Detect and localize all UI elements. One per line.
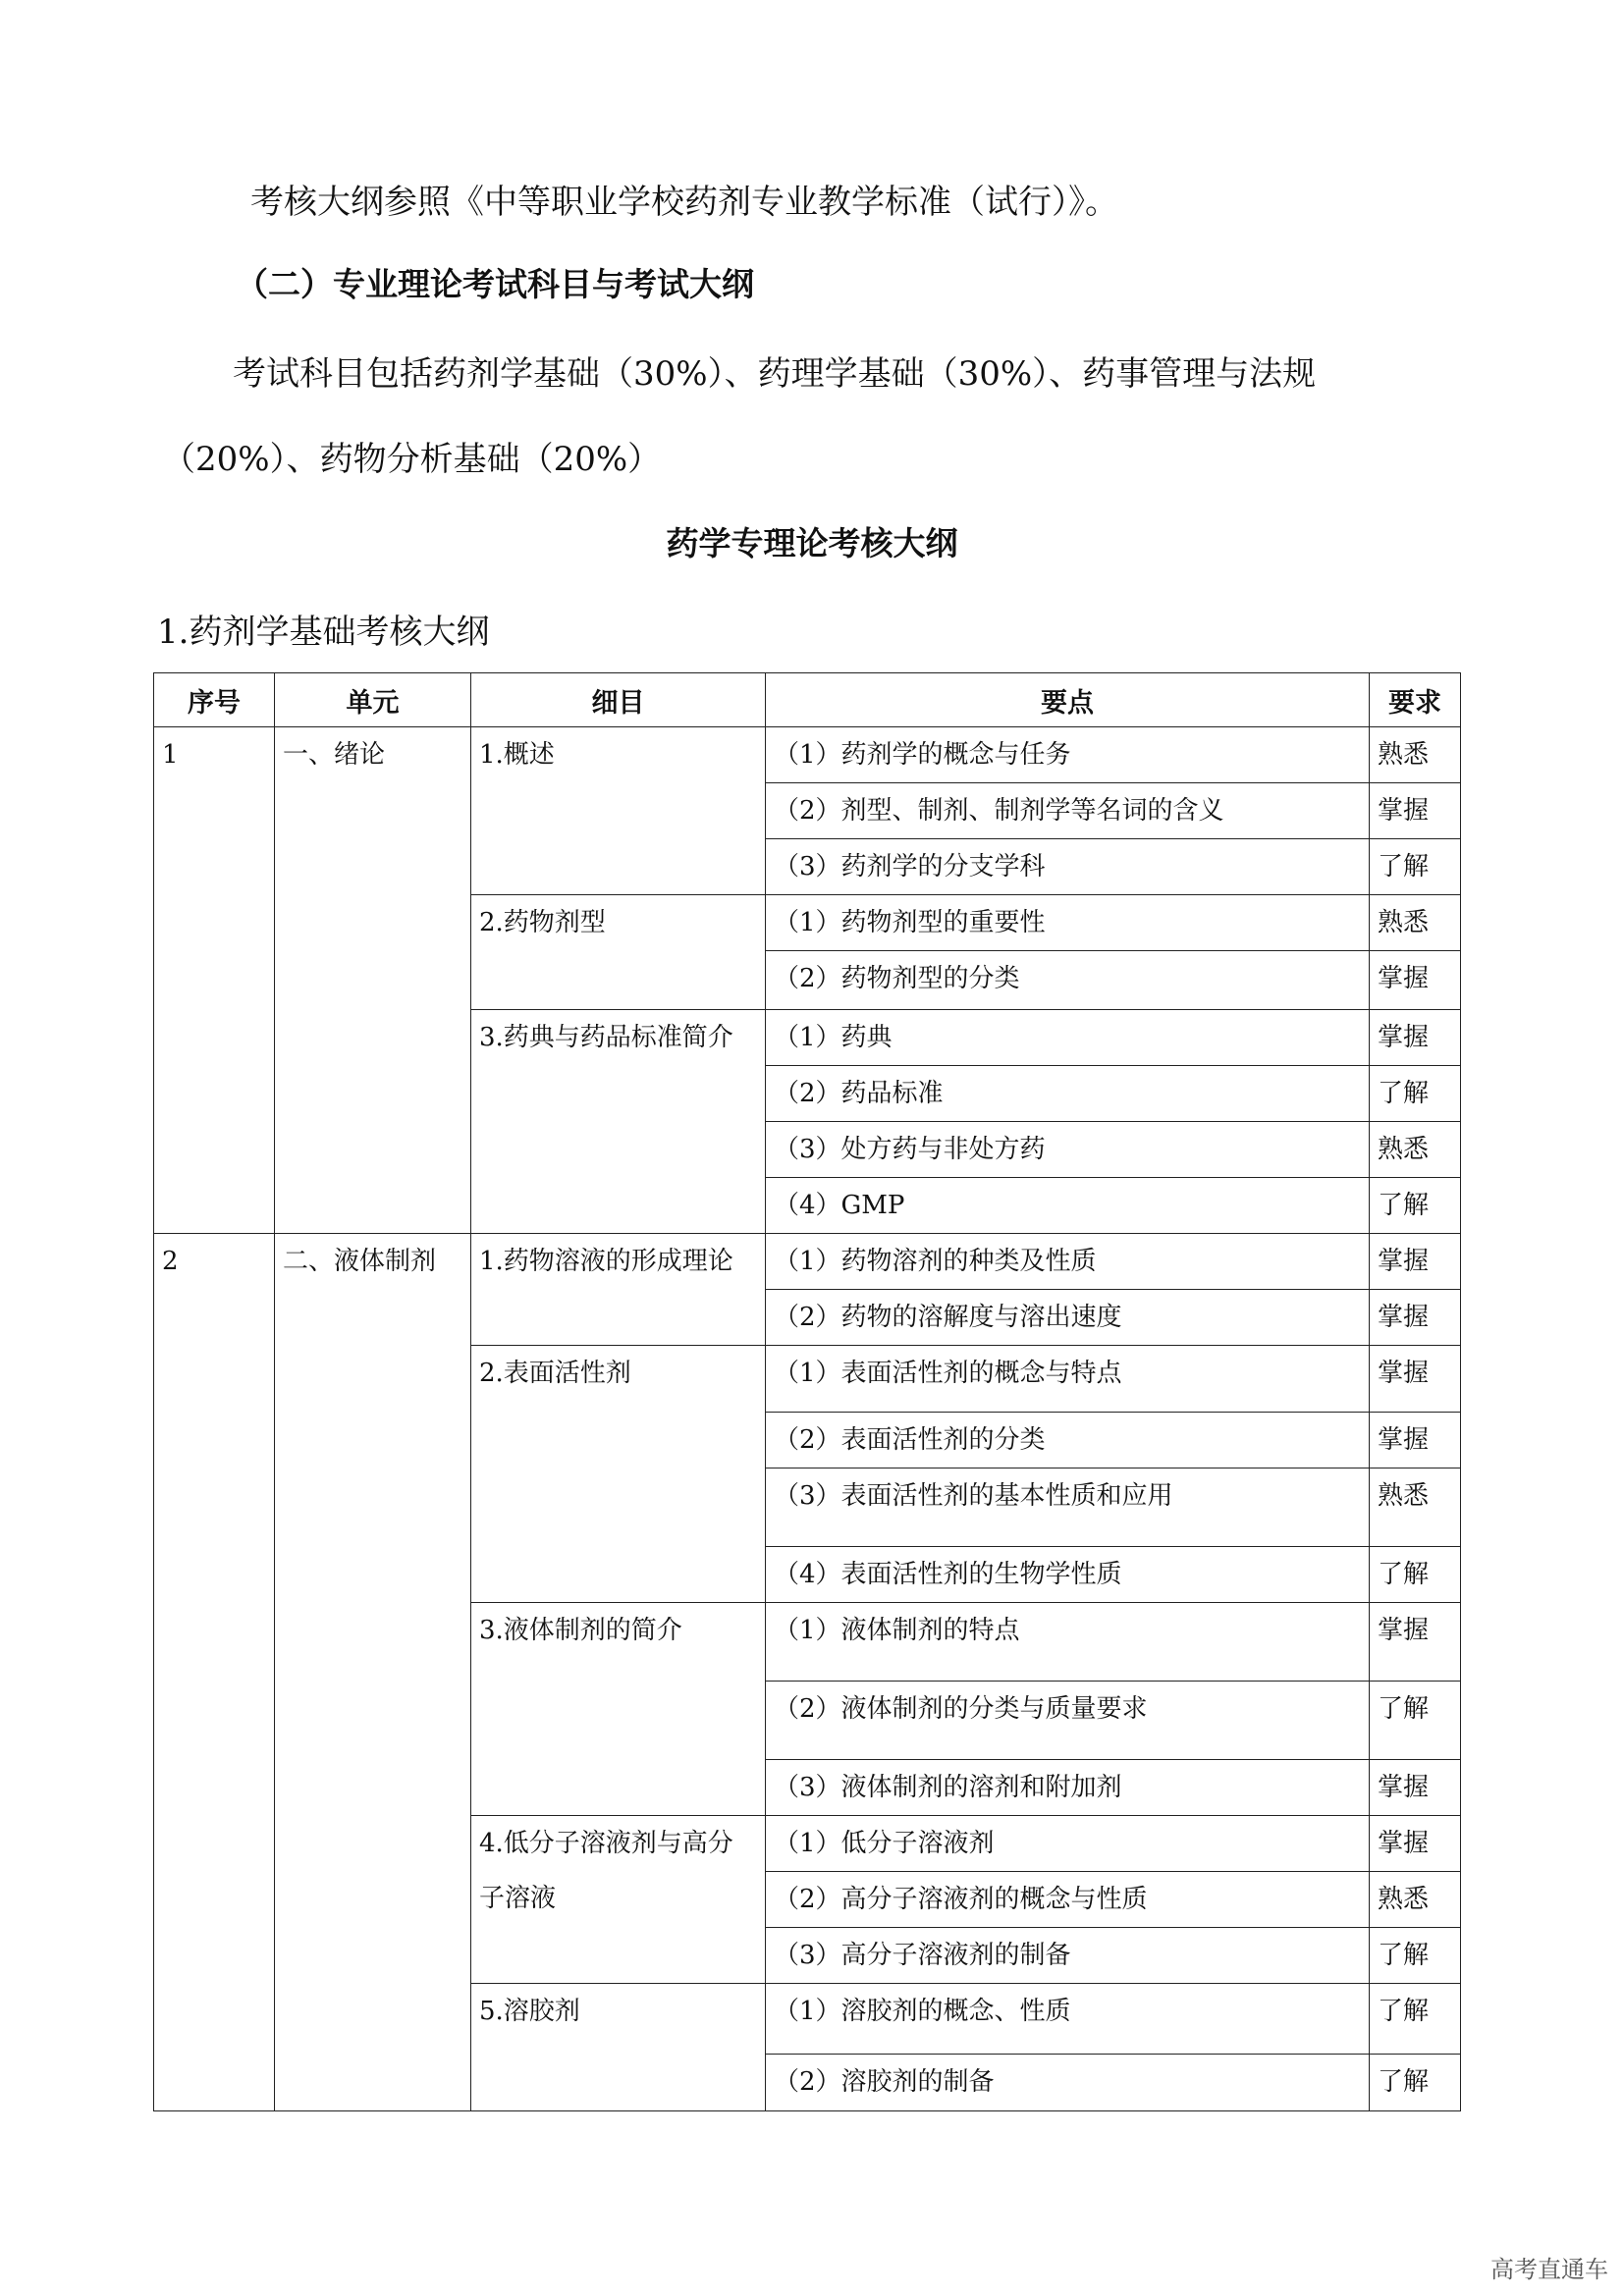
topic-cell: 1.概述 (471, 727, 766, 895)
point-cell: （2）药品标准 (766, 1066, 1370, 1122)
topic-cell: 5.溶胶剂 (471, 1984, 766, 2111)
requirement-cell: 掌握 (1370, 1603, 1461, 1682)
requirement-cell: 掌握 (1370, 951, 1461, 1010)
point-cell: （1）药物剂型的重要性 (766, 895, 1370, 951)
requirement-cell: 掌握 (1370, 783, 1461, 839)
point-cell: （1）低分子溶液剂 (766, 1816, 1370, 1872)
unit-number: 2 (154, 1234, 275, 2111)
requirement-cell: 掌握 (1370, 1234, 1461, 1290)
topic-cell: 4.低分子溶液剂与高分子溶液 (471, 1816, 766, 1984)
table-row (154, 727, 1461, 783)
point-cell: （1）液体制剂的特点 (766, 1603, 1370, 1682)
requirement-cell: 了解 (1370, 1682, 1461, 1760)
topic-cell: 3.液体制剂的简介 (471, 1603, 766, 1816)
requirement-cell: 了解 (1370, 2055, 1461, 2111)
point-cell: （3）药剂学的分支学科 (766, 839, 1370, 895)
requirement-cell: 了解 (1370, 1066, 1461, 1122)
point-cell: （2）表面活性剂的分类 (766, 1413, 1370, 1468)
header-no: 序号 (154, 673, 275, 727)
topic-cell: 2.表面活性剂 (471, 1346, 766, 1603)
watermark: 高考直通车 (1490, 2256, 1608, 2283)
unit-name: 一、绪论 (275, 727, 471, 1234)
requirement-cell: 掌握 (1370, 1760, 1461, 1816)
requirement-cell: 了解 (1370, 839, 1461, 895)
table-header-row (154, 673, 1461, 727)
paragraph-subjects: 考试科目包括药剂学基础（30%）、药理学基础（30%）、药事管理与法规 (233, 354, 1317, 394)
requirement-cell: 了解 (1370, 1928, 1461, 1984)
header-point: 要点 (766, 673, 1370, 727)
requirement-cell: 熟悉 (1370, 895, 1461, 951)
point-cell: （2）高分子溶液剂的概念与性质 (766, 1872, 1370, 1928)
document-title: 药学专理论考核大纲 (666, 524, 958, 562)
requirement-cell: 了解 (1370, 1547, 1461, 1603)
unit-number: 1 (154, 727, 275, 1234)
point-cell: （3）液体制剂的溶剂和附加剂 (766, 1760, 1370, 1816)
requirement-cell: 掌握 (1370, 1413, 1461, 1468)
point-cell: （1）药典 (766, 1010, 1370, 1066)
point-cell: （2）药物剂型的分类 (766, 951, 1370, 1010)
point-cell: （1）药剂学的概念与任务 (766, 727, 1370, 783)
requirement-cell: 熟悉 (1370, 727, 1461, 783)
paragraph-standard-reference: 考核大纲参照《中等职业学校药剂专业教学标准（试行）》。 (250, 183, 1118, 222)
syllabus-table (153, 672, 1461, 2111)
point-cell: （1）表面活性剂的概念与特点 (766, 1346, 1370, 1413)
requirement-cell: 熟悉 (1370, 1122, 1461, 1178)
header-requirement: 要求 (1370, 673, 1461, 727)
requirement-cell: 掌握 (1370, 1346, 1461, 1413)
requirement-cell: 掌握 (1370, 1816, 1461, 1872)
unit-name: 二、液体制剂 (275, 1234, 471, 2111)
point-cell: （1）药物溶剂的种类及性质 (766, 1234, 1370, 1290)
point-cell: （2）药物的溶解度与溶出速度 (766, 1290, 1370, 1346)
header-topic: 细目 (471, 673, 766, 727)
section-title: 1.药剂学基础考核大纲 (157, 613, 490, 652)
point-cell: （2）液体制剂的分类与质量要求 (766, 1682, 1370, 1760)
point-cell: （3）表面活性剂的基本性质和应用 (766, 1468, 1370, 1547)
paragraph-subjects-continued: （20%）、药物分析基础（20%） (162, 440, 662, 479)
subsection-heading: （二）专业理论考试科目与考试大纲 (236, 265, 754, 303)
requirement-cell: 熟悉 (1370, 1872, 1461, 1928)
header-unit: 单元 (275, 673, 471, 727)
topic-cell: 2.药物剂型 (471, 895, 766, 1010)
requirement-cell: 熟悉 (1370, 1468, 1461, 1547)
point-cell: （3）处方药与非处方药 (766, 1122, 1370, 1178)
requirement-cell: 掌握 (1370, 1010, 1461, 1066)
requirement-cell: 了解 (1370, 1984, 1461, 2055)
point-cell: （3）高分子溶液剂的制备 (766, 1928, 1370, 1984)
point-cell: （2）剂型、制剂、制剂学等名词的含义 (766, 783, 1370, 839)
point-cell: （4）GMP (766, 1178, 1370, 1234)
point-cell: （1）溶胶剂的概念、性质 (766, 1984, 1370, 2055)
topic-cell: 3.药典与药品标准简介 (471, 1010, 766, 1234)
table-row (154, 1234, 1461, 1290)
requirement-cell: 了解 (1370, 1178, 1461, 1234)
topic-cell: 1.药物溶液的形成理论 (471, 1234, 766, 1346)
requirement-cell: 掌握 (1370, 1290, 1461, 1346)
point-cell: （2）溶胶剂的制备 (766, 2055, 1370, 2111)
point-cell: （4）表面活性剂的生物学性质 (766, 1547, 1370, 1603)
